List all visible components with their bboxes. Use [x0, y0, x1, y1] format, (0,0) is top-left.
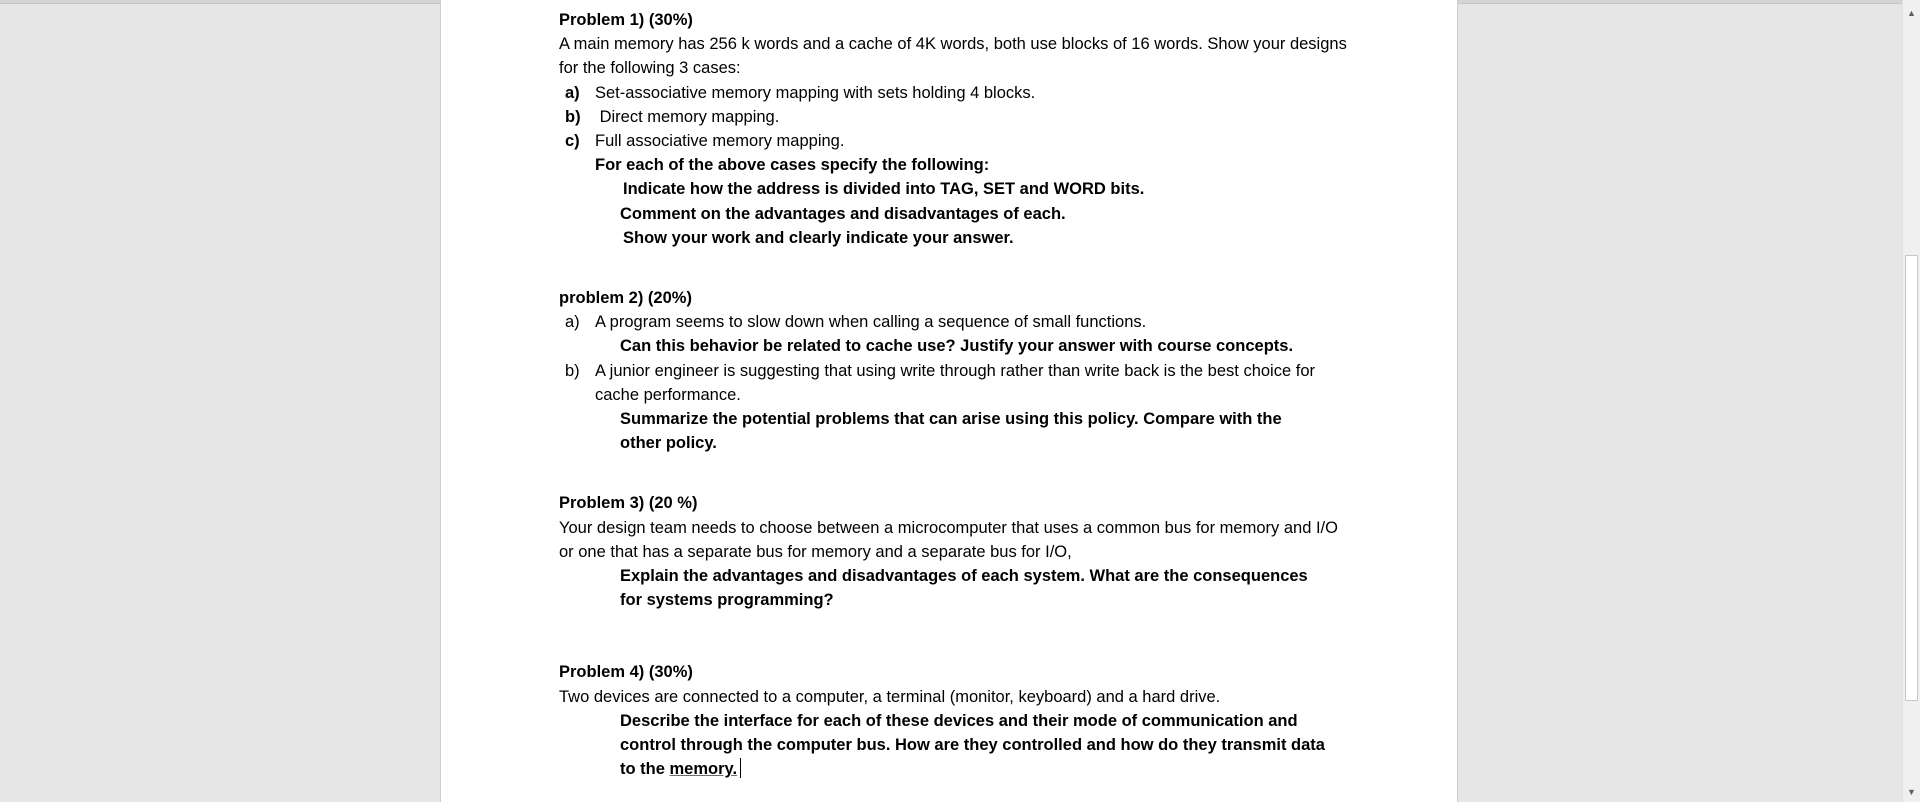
problem-1-instruction: Comment on the advantages and disadvantages of each. [620, 204, 1066, 223]
problem-4-question [559, 709, 1335, 782]
paragraph-spacer [559, 612, 1349, 660]
list-item [559, 81, 1349, 105]
problem-1-instructions-lead: For each of the above cases specify the following: [595, 156, 990, 175]
list-marker: c) [565, 132, 580, 151]
problem-4-question-text: Describe the interface for each of these devices and their mode of communication and control through the computer bus. How are they controlled and how do they transmit data to the [620, 711, 1325, 779]
problem-2b-question: Summarize the potential problems that can arise using this policy. Compare with the other policy. [620, 410, 1282, 453]
list-item-text: Set-associative memory mapping with sets holding 4 blocks. [595, 83, 1036, 102]
list-item-text: A program seems to slow down when calling a sequence of small functions. [595, 313, 1147, 332]
document-body[interactable] [559, 8, 1349, 781]
problem-1-intro: A main memory has 256 k words and a cache of 4K words, both use blocks of 16 words. Show your designs for the following 3 cases: [559, 35, 1347, 78]
list-item [559, 310, 1349, 334]
problem-4-intro: Two devices are connected to a computer, a terminal (monitor, keyboard) and a hard drive. [559, 687, 1221, 706]
problem-1-instruction: Indicate how the address is divided into TAG, SET and WORD bits. [623, 180, 1145, 199]
list-item [559, 105, 1349, 129]
problem-4-title: Problem 4) (30%) [559, 663, 693, 682]
document-page[interactable] [440, 0, 1458, 802]
list-marker: b) [565, 107, 581, 126]
list-item [559, 129, 1349, 153]
problem-3-intro: Your design team needs to choose between a microcomputer that uses a common bus for memory and I/O or one that has a separate bus for memory and a separate bus for I/O, [559, 518, 1338, 561]
problem-3-question: Explain the advantages and disadvantages of each system. What are the consequences for systems programming? [620, 567, 1308, 610]
list-marker: a) [565, 83, 580, 102]
list-item [559, 359, 1349, 407]
problem-2-title: problem 2) (20%) [559, 289, 692, 308]
scroll-up-arrow-icon[interactable]: ▲ [1907, 7, 1916, 18]
problem-1-instruction: Show your work and clearly indicate your answer. [623, 228, 1014, 247]
problem-2a-question: Can this behavior be related to cache use? Justify your answer with course concepts. [620, 337, 1294, 356]
list-item-text: A junior engineer is suggesting that using write through rather than write back is the best choice for cache performance. [595, 361, 1315, 404]
scroll-down-arrow-icon[interactable]: ▼ [1907, 786, 1916, 797]
paragraph-spacer [559, 455, 1349, 491]
list-marker: b) [565, 361, 580, 380]
problem-1-title: Problem 1) (30%) [559, 11, 693, 29]
vertical-scrollbar[interactable] [1902, 0, 1920, 802]
list-item-text: Direct memory mapping. [595, 107, 780, 126]
list-item-text: Full associative memory mapping. [595, 132, 845, 151]
problem-3-title: Problem 3) (20 %) [559, 494, 698, 513]
list-marker: a) [565, 313, 580, 332]
problem-4-question-end: memory. [669, 760, 738, 779]
paragraph-spacer [559, 250, 1349, 286]
scrollbar-thumb[interactable] [1905, 255, 1918, 701]
text-cursor [740, 758, 741, 778]
